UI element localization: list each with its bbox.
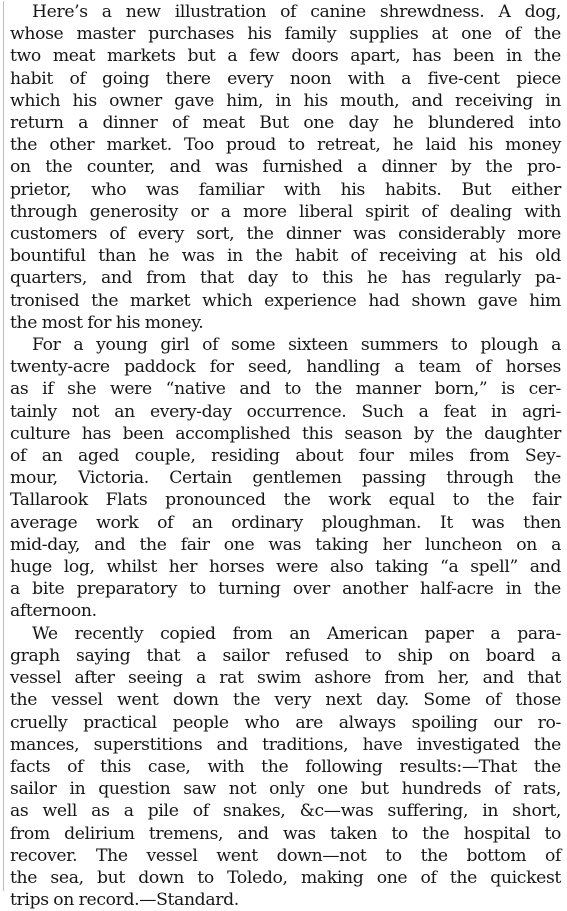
text-line: We recently copied from an American paper a para-: [32, 623, 561, 644]
article-text: [10, 1, 561, 911]
text-line: cruelly practical people who are always spoiling our ro-: [10, 712, 561, 733]
text-line: quarters, and from that day to this he has regularly pa-: [10, 268, 561, 289]
text-line: bountiful than he was in the habit of receiving at his old: [10, 246, 561, 267]
text-line: twenty-acre paddock for seed, handling a team of horses: [10, 357, 561, 378]
text-line: average work of an ordinary ploughman. It was then: [10, 512, 561, 533]
text-line: vessel after seeing a rat swim ashore from her, and that: [10, 668, 561, 689]
text-line: tronised the market which experience had shown gave him: [10, 290, 561, 311]
text-line: habit of going there every noon with a five-cent piece: [10, 68, 561, 89]
text-line: customers of every sort, the dinner was considerably more: [10, 224, 561, 245]
text-line: of an aged couple, residing about four miles from Sey-: [10, 446, 561, 467]
text-line: a bite preparatory to turning over another half-acre in the: [10, 579, 561, 600]
text-line: For a young girl of some sixteen summers to plough a: [32, 335, 561, 356]
text-line: sailor in question saw not only one but hundreds of rats,: [10, 779, 561, 800]
text-line: huge log, whilst her horses were also taking “a spell” and: [10, 557, 561, 578]
text-line: graph saying that a sailor refused to ship on board a: [10, 645, 561, 666]
text-line: from delirium tremens, and was taken to the hospital to: [10, 823, 561, 844]
text-line: return a dinner of meat But one day he blundered into: [10, 113, 561, 134]
text-line: through generosity or a more liberal spirit of dealing with: [10, 201, 561, 222]
text-line: culture has been accomplished this season by the daughter: [10, 423, 561, 444]
text-line: mances, superstitions and traditions, have investigated the: [10, 734, 561, 755]
text-line: whose master purchases his family supplies at one of the: [10, 24, 561, 45]
text-line: Tallarook Flats pronounced the work equal to the fair: [10, 490, 561, 511]
text-line: the vessel went down the very next day. Some of those: [10, 690, 561, 711]
text-line: mour, Victoria. Certain gentlemen passing through the: [10, 468, 561, 489]
text-line: Here’s a new illustration of canine shrewdness. A dog,: [32, 2, 561, 22]
text-line: prietor, who was familiar with his habits. But either: [10, 179, 561, 200]
article-paragraph: [10, 1, 561, 334]
text-line: the most for his money.: [10, 312, 204, 333]
text-line: two meat markets but a few doors apart, has been in the: [10, 46, 561, 67]
text-line: as if she were “native and to the manner born,” is cer-: [10, 379, 561, 400]
text-line: tainly not an every-day occurrence. Such a feat in agri-: [10, 401, 561, 422]
article-paragraph: [10, 334, 561, 623]
text-line: mid-day, and the fair one was taking her luncheon on a: [10, 534, 561, 555]
text-line: the other market. Too proud to retreat, he laid his money: [10, 135, 561, 156]
text-line: on the counter, and was furnished a dinner by the pro-: [10, 157, 561, 178]
text-line: the sea, but down to Toledo, making one of the quickest: [10, 867, 561, 888]
newspaper-column: [3, 1, 563, 911]
text-line: as well as a pile of snakes, &c—was suffering, in short,: [10, 801, 561, 822]
text-line: facts of this case, with the following results:—That the: [10, 756, 561, 777]
text-line: which his owner gave him, in his mouth, and receiving in: [10, 90, 561, 111]
text-line: recover. The vessel went down—not to the bottom of: [10, 845, 561, 866]
text-line: trips on record.—Standard.: [10, 890, 239, 911]
text-line: afternoon.: [10, 601, 97, 622]
article-paragraph: [10, 623, 561, 911]
